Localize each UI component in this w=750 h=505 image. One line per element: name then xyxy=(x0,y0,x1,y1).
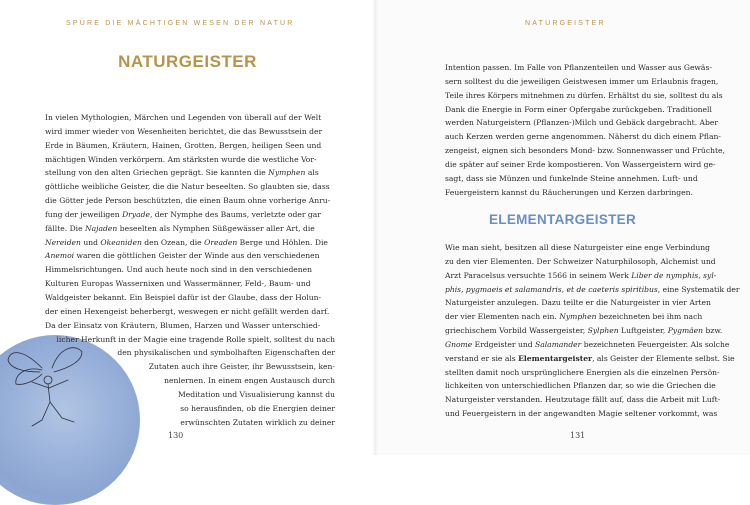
page-number: 131 xyxy=(570,431,586,440)
right-page xyxy=(375,0,750,455)
running-head: SPÜRE DIE MÄCHTIGEN WESEN DER NATUR xyxy=(66,20,295,27)
left-page xyxy=(0,0,375,455)
page-number: 130 xyxy=(168,431,184,440)
body-text: In vielen Mythologien, Märchen und Legenden von überall auf der Welt wird immer wieder von Wesenheiten berichtet, die das Bewusstsein der Erde in Bäumen, Kräutern, Hainen, Grotten, Bergen, heiligen Seen und mächtigen Winden verkörpern. Am stärksten wurde die westliche Vor- stellung von den alten Griechen geprägt. Sie kannten die Nymphen als göttliche weibliche Geister, die die Natur beseelten. So glaubten sie, dass die Götter jede Person beschützten, die einen Baum ohne vorherige Anru- fung der jeweiligen Dryade, der Nymphe des Baums, verletzte oder gar fällte. Die Najaden beseelten als Nymphen Süßgewässer aller Art, die Nereiden und Okeaniden den Ozean, die Oreaden Berge und Höhlen. Die Anemoi waren die göttlichen Geister der Winde aus den verschiedenen Himmelsrichtungen. Und auch heute noch sind in den verschiedenen Kulturen Europas Wassernixen und Wassermänner, Feld-, Baum- und Waldgeister bekannt. Ein Beispiel dafür ist der Glaube, dass der Holun- der einen Hexengeist beherbergt, weswegen er nicht gefällt werden darf. Da der Einsatz von Kräutern, Blumen, Harzen und Wasser unterschied- licher Herkunft in der Magie eine tragende Rolle spielt, solltest du nach den physikalischen und symbolhaften Eigenschaften der Zutaten auch ihre Geister, ihr Bewusstsein, ken- nenlernen. In einem engen Austausch durch Meditation und Visualisierung kannst du so herausfinden, ob die Energien deiner erwünschten Zutaten wirklich zu deiner xyxy=(45,113,335,427)
body-text-top: Intention passen. Im Falle von Pflanzenteilen und Wasser aus Gewäs- sern solltest du die jeweiligen Geistwesen immer um Erlaubnis fragen, Teile ihres Körpers mitnehmen zu dürfen. Erhältst du sie, solltest du als Dank die Energie in Form einer Opfergabe zurückgeben. Traditionell werden Naturgeistern (Pflanzen-)Milch und Gebäck dargebracht. Aber auch Kerzen werden gerne angenommen. Näherst du dich einem Pflan- zengeist, eignen sich besonders Mond- bzw. Sonnenwasser und Früchte, die später auf seiner Erde kompostieren. Von Wassergeistern wird ge- sagt, dass sie Münzen und funkelnde Steine annehmen. Luft- und Feuergeistern kannst du Räucherungen und Kerzen darbringen. xyxy=(445,63,725,197)
running-head: NATURGEISTER xyxy=(525,20,606,27)
section-title: ELEMENTARGEISTER xyxy=(488,212,637,227)
body-text-bottom: Wie man sieht, besitzen all diese Naturgeister eine enge Verbindung zu den vier Elementen. Der Schweizer Naturphilosoph, Alchemist und Arzt Paracelsus versuchte 1566 in seinem Werk Liber de nymphis, syl- phis, pygmaeis et salamandris, et de caeteris spiritibus, eine Systematik der Naturgeister anzulegen. Dazu teilte er die Naturgeister in vier Arten der vier Elementen nach ein. Nymphen bezeichneten bei ihm nach griechischem Vorbild Wassergeister, Sylphen Luftgeister, Pygmäen bzw. Gnome Erdgeister und Salamander bezeichneten Feuergeister. Als solche verstand er sie als Elementargeister, als Geister der Elemente selbst. Sie stellten damit noch ursprünglichere Energien als die einzelnen Persön- lichkeiten von unterschiedlichen Pflanzen dar, so wie die Griechen die Naturgeister verstanden. Heutzutage fällt auf, dass die Arbeit mit Luft- und Feuergeistern in der angewandten Magie seltener vorkommt, was xyxy=(445,243,740,419)
chapter-title: NATURGEISTER xyxy=(118,52,257,71)
